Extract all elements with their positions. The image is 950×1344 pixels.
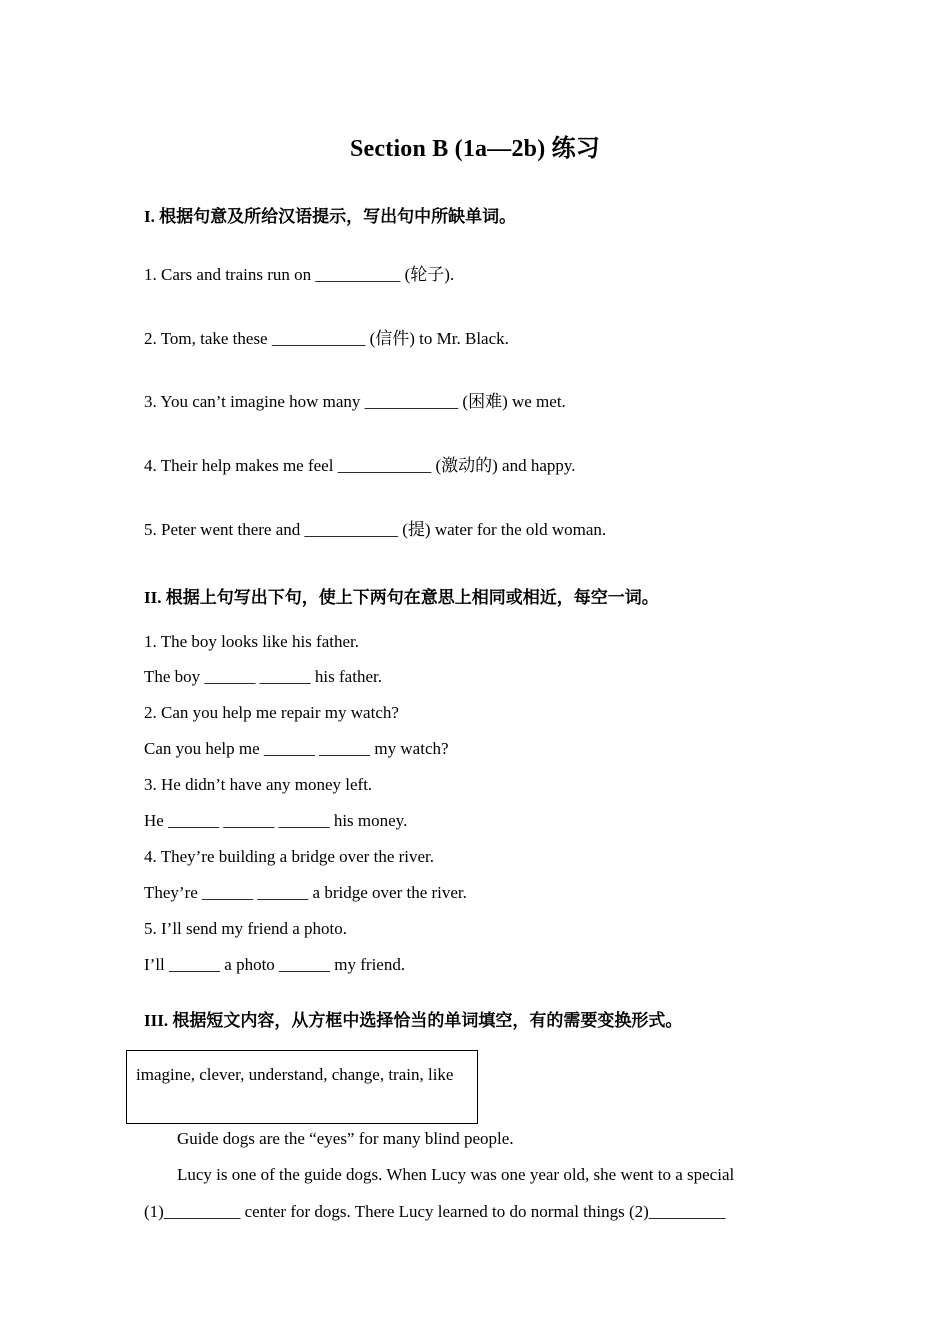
word-box xyxy=(126,1050,478,1124)
section-1-item-5: 5. Peter went there and ___________ (提) water for the old woman. xyxy=(144,520,607,539)
section-3-heading: III. 根据短文内容，从方框中选择恰当的单词填空，有的需要变换形式。 xyxy=(144,1011,683,1030)
section-2-line-3: 2. Can you help me repair my watch? xyxy=(144,703,399,722)
section-1-item-1: 1. Cars and trains run on __________ (轮子). xyxy=(144,265,455,284)
section-2-line-6: He ______ ______ ______ his money. xyxy=(144,811,408,830)
section-2-line-2: The boy ______ ______ his father. xyxy=(144,667,382,686)
section-1-item-4: 4. Their help makes me feel ___________ (激动的) and happy. xyxy=(144,456,576,475)
section-2-line-10: I’ll ______ a photo ______ my friend. xyxy=(144,955,406,974)
section-2-heading: II. 根据上句写出下句，使上下两句在意思上相同或相近，每空一词。 xyxy=(144,588,659,607)
section-2-line-7: 4. They’re building a bridge over the river. xyxy=(144,847,435,866)
page-title: Section B (1a—2b) 练习 xyxy=(350,136,600,162)
passage-line-2: Lucy is one of the guide dogs. When Lucy was one year old, she went to a special xyxy=(177,1165,735,1184)
word-box-text: imagine, clever, understand, change, train, like xyxy=(136,1065,454,1084)
section-1-item-3: 3. You can’t imagine how many ___________ (困难) we met. xyxy=(144,392,566,411)
section-2-line-4: Can you help me ______ ______ my watch? xyxy=(144,739,449,758)
section-2-line-9: 5. I’ll send my friend a photo. xyxy=(144,919,348,938)
section-2-line-5: 3. He didn’t have any money left. xyxy=(144,775,373,794)
section-1-heading: I. 根据句意及所给汉语提示，写出句中所缺单词。 xyxy=(144,207,517,226)
section-2-line-8: They’re ______ ______ a bridge over the river. xyxy=(144,883,467,902)
passage-line-3: (1)_________ center for dogs. There Lucy learned to do normal things (2)_________ xyxy=(144,1202,726,1221)
section-2-line-1: 1. The boy looks like his father. xyxy=(144,632,359,651)
section-1-item-2: 2. Tom, take these ___________ (信件) to Mr. Black. xyxy=(144,329,509,348)
passage-line-1: Guide dogs are the “eyes” for many blind people. xyxy=(177,1129,514,1148)
